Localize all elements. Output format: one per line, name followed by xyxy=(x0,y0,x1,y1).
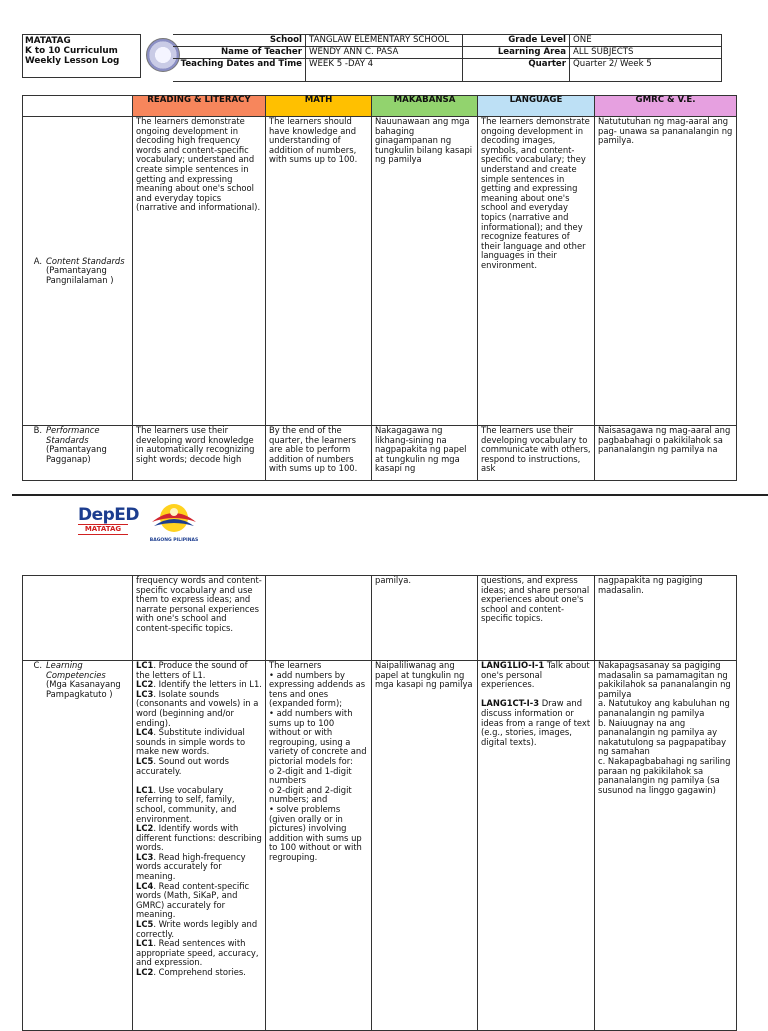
deped-logo-text: DepED xyxy=(78,505,140,525)
row-learning-competencies xyxy=(23,661,737,1031)
competency-item: LC2. Identify words with different functions: describing words. xyxy=(136,823,262,853)
col-head-math: MATH xyxy=(266,96,372,117)
col-head-makabansa: MAKABANSA xyxy=(372,96,478,117)
row-subtitle: (Pamantayang Pangnilalaman ) xyxy=(46,265,114,285)
row-title: Content Standards xyxy=(46,255,125,266)
page-divider xyxy=(12,494,768,496)
field-label: Learning Area xyxy=(463,47,570,59)
deped-matatag-logo xyxy=(78,506,140,540)
lesson-table-page1 xyxy=(22,95,737,481)
row-subtitle: (Pamantayang Pagganap) xyxy=(46,444,107,464)
field-value: ALL SUBJECTS xyxy=(570,47,722,59)
competency-item: LC1. Read sentences with appropriate speed, accuracy, and expression. xyxy=(136,938,259,968)
bagong-pilipinas-logo xyxy=(146,500,202,542)
col-head-reading: READING & LITERACY xyxy=(133,96,266,117)
row-label-empty xyxy=(23,576,133,661)
field-label: Quarter xyxy=(463,59,570,82)
competency-item: LC2. Comprehend stories. xyxy=(136,967,246,977)
row-performance-standards xyxy=(23,426,737,481)
header-fields-table xyxy=(173,34,722,82)
row-letter: C. xyxy=(33,660,42,670)
row-label xyxy=(23,426,133,481)
cell-math: The learners should have knowledge and understanding of addition of numbers, with sums up to 100. xyxy=(266,117,372,426)
cell-reading: The learners demonstrate ongoing development in decoding high frequency words and content-specific vocabulary; understand and create simple sentences in getting and expressing meaning about one's school and everyday topics (narrative and informational). xyxy=(133,117,266,426)
competency-item: LANG1CT-I-3 Draw and discuss information or ideas from a range of text (e.g., stories, images, digital texts). xyxy=(481,698,591,747)
column-header-row xyxy=(23,96,737,117)
field-label: School xyxy=(173,35,306,47)
cell-reading: The learners use their developing word knowledge in automatically recognizing sight words; decode high xyxy=(133,426,266,481)
row-subtitle: (Mga Kasanayang Pampagkatuto ) xyxy=(46,679,121,699)
competency-item: LC4. Read content-specific words (Math, SiKaP, and GMRC) accurately for meaning. xyxy=(136,880,250,920)
cell-makabansa: Naipaliliwanag ang papel at tungkulin ng mga kasapi ng pamilya xyxy=(372,661,478,1031)
competency-item: LC4. Substitute individual sounds in simple words to make new words. xyxy=(136,727,246,757)
row-label xyxy=(23,661,133,1031)
row-letter: A. xyxy=(33,255,42,266)
field-value: TANGLAW ELEMENTARY SCHOOL xyxy=(306,35,463,47)
cell-reading: frequency words and content-specific vocabulary and use them to express ideas; and narrate personal experiences with one's school and content-specific topics. xyxy=(133,576,266,661)
cell-language: questions, and express ideas; and share personal experiences about one's school and content-specific topics. xyxy=(478,576,595,661)
col-head-language: LANGUAGE xyxy=(478,96,595,117)
lesson-table-page2 xyxy=(22,575,737,1031)
row-label xyxy=(23,117,133,426)
header-row xyxy=(173,47,722,59)
field-value: Quarter 2/ Week 5 xyxy=(570,59,722,82)
corner-cell xyxy=(23,96,133,117)
cell-gmrc: Naisasagawa ng mag-aaral ang pagbabahagi o pakikilahok sa pananalangin ng pamilya na xyxy=(595,426,737,481)
field-label: Grade Level xyxy=(463,35,570,47)
matatag-logo-text: MATATAG xyxy=(78,524,128,535)
row-title: Learning Competencies xyxy=(46,660,106,680)
header-block xyxy=(22,34,722,80)
bagong-pilipinas-emblem-icon xyxy=(146,500,202,534)
bagong-pilipinas-text: BAGONG PILIPINAS xyxy=(149,538,199,543)
field-value: ONE xyxy=(570,35,722,47)
field-value: WENDY ANN C. PASA xyxy=(306,47,463,59)
cell-reading-competencies xyxy=(133,661,266,1031)
header-title-line: Weekly Lesson Log xyxy=(25,56,120,66)
competency-item: LC3. Isolate sounds (consonants and vowels) in a word (beginning and/or ending). xyxy=(136,688,259,728)
competency-item: LC2. Identify the letters in L1. xyxy=(136,679,262,690)
cell-gmrc: Natututuhan ng mag-aaral ang pag- unawa sa pananalangin ng pamilya. xyxy=(595,117,737,426)
col-head-gmrc: GMRC & V.E. xyxy=(595,96,737,117)
cell-math: By the end of the quarter, the learners are able to perform addition of numbers with sums up to 100. xyxy=(266,426,372,481)
field-value: WEEK 5 -DAY 4 xyxy=(306,59,463,82)
cell-math xyxy=(266,576,372,661)
cell-language-competencies xyxy=(478,661,595,1031)
cell-gmrc: nagpapakita ng pagiging madasalin. xyxy=(595,576,737,661)
cell-makabansa: Nakagagawa ng likhang-sining na nagpapakita ng papel at tungkulin ng mga kasapi ng xyxy=(372,426,478,481)
competency-item: LC3. Read high-frequency words accurately for meaning. xyxy=(136,851,246,882)
header-title-line: MATATAG xyxy=(25,36,71,46)
cell-makabansa: Nauunawaan ang mga bahaging ginagampanan ng tungkulin bilang kasapi ng pamilya xyxy=(372,117,478,426)
header-row xyxy=(173,35,722,47)
header-title xyxy=(22,34,141,78)
cell-gmrc: Nakapagsasanay sa pagiging madasalin sa pamamagitan ng pakikilahok sa pananalangin ng pamilya a. Natutukoy ang kabuluhan ng pananalangin ng pamilya b. Naiuugnay na ang pananalangin ng pamilya ay nakatutulong sa pagpapatibay ng samahan c. Nakapagbabahagi ng sariling paraan ng pakikilahok sa pananalangin ng pamilya (sa susunod na linggo gagawin) xyxy=(595,661,737,1031)
competency-item: LC5. Write words legibly and correctly. xyxy=(136,919,258,939)
competency-item: LANG1LIO-I-1 Talk about one's personal experiences. xyxy=(481,660,590,690)
competency-item: LC1. Produce the sound of the letters of L1. xyxy=(136,660,248,680)
row-title: Performance Standards xyxy=(46,425,100,445)
header-row xyxy=(173,59,722,82)
row-content-standards xyxy=(23,117,737,426)
row-performance-standards-cont xyxy=(23,576,737,661)
field-label: Teaching Dates and Time xyxy=(173,59,306,82)
cell-makabansa: pamilya. xyxy=(372,576,478,661)
field-label: Name of Teacher xyxy=(173,47,306,59)
competency-item: LC1. Use vocabulary referring to self, family, school, community, and environment. xyxy=(136,784,237,824)
cell-math: The learners • add numbers by expressing addends as tens and ones (expanded form); • add numbers with sums up to 100 without or with regrouping, using a variety of concrete and pictorial models for: o 2-digit and 1-digit numbers o 2-digit and 2-digit numbers; and • solve problems (given orally or in pictures) involving addition with sums up to 100 without or with regrouping. xyxy=(266,661,372,1031)
header-title-line: K to 10 Curriculum xyxy=(25,46,118,56)
cell-language: The learners demonstrate ongoing development in decoding images, symbols, and content-specific vocabulary; they understand and create simple sentences in getting and expressing meaning about one's school and everyday topics (narrative and informational); and they recognize features of their language and other languages in their environment. xyxy=(478,117,595,426)
cell-language: The learners use their developing vocabulary to communicate with others, respond to instructions, ask xyxy=(478,426,595,481)
competency-item: LC5. Sound out words accurately. xyxy=(136,755,229,776)
row-letter: B. xyxy=(33,425,42,435)
